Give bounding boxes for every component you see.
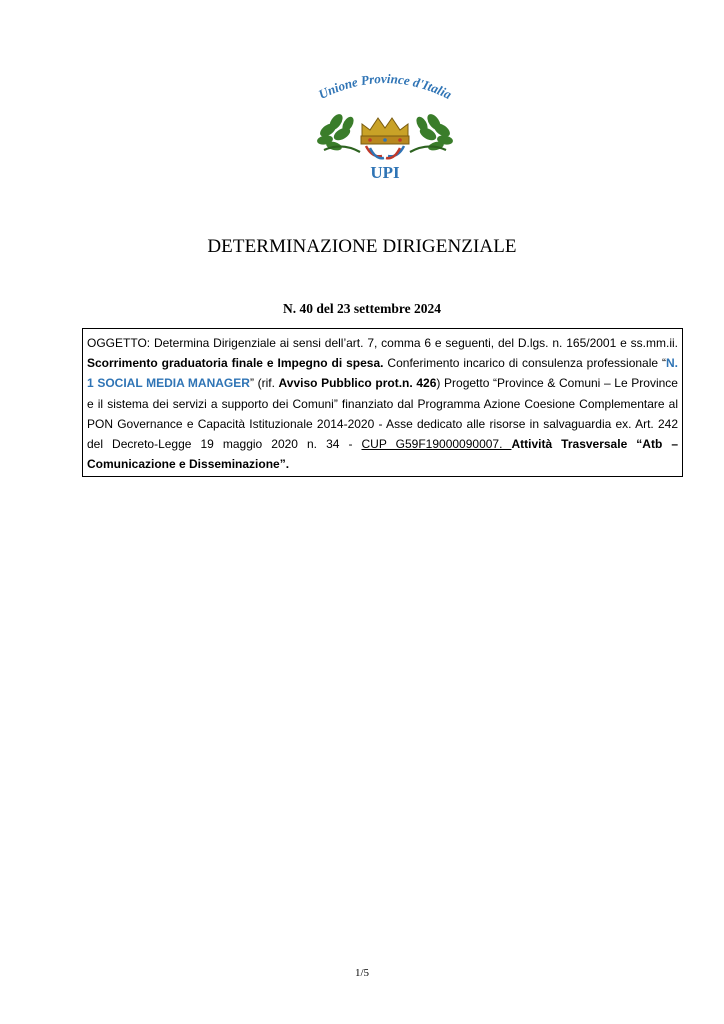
logo-arc-text: Unione Province d'Italia (316, 72, 455, 103)
object-cup: CUP G59F19000090007. (361, 437, 512, 452)
page-number: 1/5 (354, 967, 370, 979)
ribbon-icon (366, 146, 404, 158)
object-scrolling: Scorrimento graduatoria finale e Impegno di spesa. (87, 356, 384, 371)
object-ref-open: ” (rif. (249, 376, 279, 391)
document-title: DETERMINAZIONE DIRIGENZIALE (207, 236, 517, 257)
object-box (82, 328, 683, 477)
laurel-left-icon (316, 112, 360, 152)
object-project: ) Progetto “Province & Comuni – Le Province e il sistema dei servizi a supporto dei Comuni” finanziato dal Programma Azione Coesione Complementare al PON Governance e Capacità Istituzionale 2014-2020 - Asse dedicato alle risorse in salvaguardia ex. Art. 242 del Decreto-Legge 19 maggio 2020 n. 34 - (87, 376, 678, 452)
logo-acronym: UPI (370, 163, 400, 182)
object-role: N. 1 SOCIAL MEDIA MANAGER (87, 356, 679, 391)
object-activity: Attività Trasversale “Atb – Comunicazione e Disseminazione”. (87, 437, 678, 472)
object-intro: OGGETTO: Determina Dirigenziale ai sensi dell’art. 7, comma 6 e seguenti, del D.lgs. n. 165/2001 e ss.mm.ii. (87, 336, 678, 350)
svg-text:Unione Province d'Italia (316, 72, 454, 102)
laurel-right-icon (410, 112, 454, 152)
crown-icon (361, 118, 409, 144)
document-number: N. 40 del 23 settembre 2024 (283, 301, 441, 316)
object-text (87, 333, 678, 474)
object-notice: Avviso Pubblico prot.n. 426 (278, 376, 437, 391)
object-conferment: Conferimento incarico di consulenza professionale “ (383, 356, 667, 371)
upi-logo (312, 72, 458, 184)
